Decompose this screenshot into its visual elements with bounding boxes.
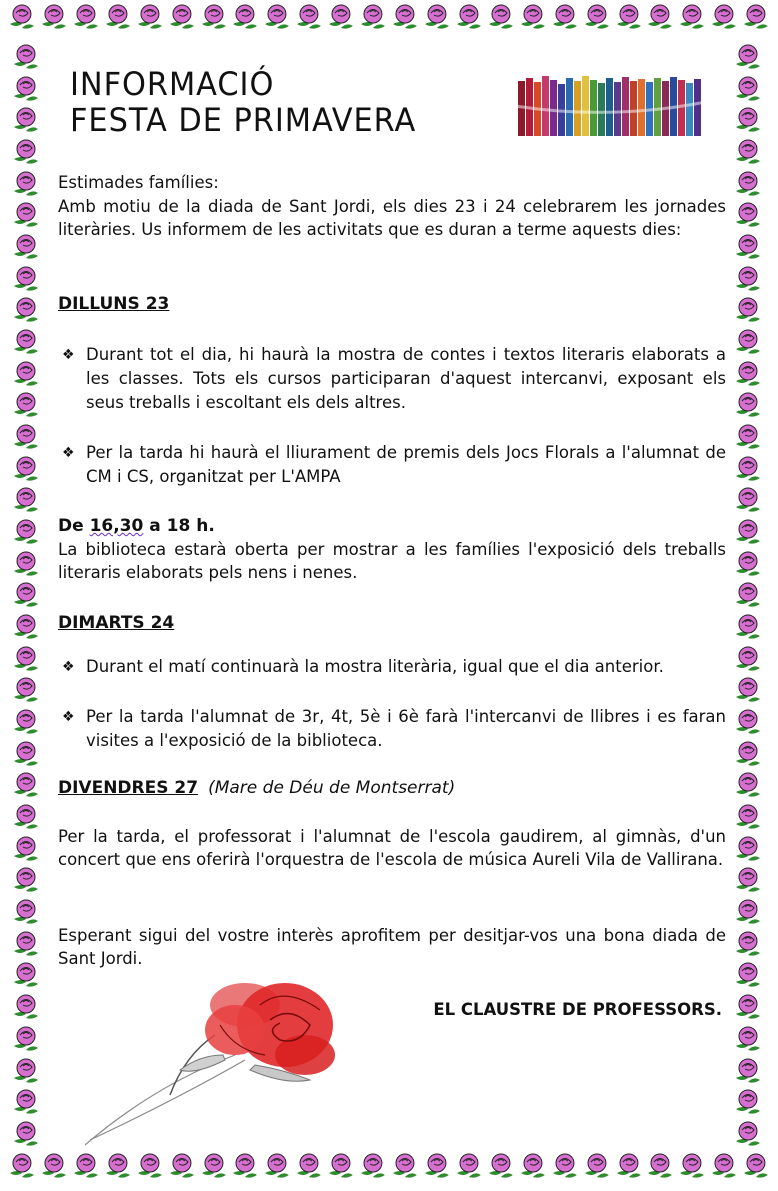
rose-icon <box>732 137 764 167</box>
rose-icon <box>549 1151 581 1181</box>
rose-icon <box>732 264 764 294</box>
rose-icon <box>10 74 42 104</box>
rose-icon <box>166 2 198 32</box>
rose-icon <box>732 295 764 325</box>
rose-icon <box>10 137 42 167</box>
rose-icon <box>134 1151 166 1181</box>
rose-icon <box>732 549 764 579</box>
monday-bullet-2-text: Per la tarda hi haurà el lliurament de premis dels Jocs Florals a l'alumnat de CM i CS, organitzat per L'AMPA <box>86 443 726 486</box>
rose-icon <box>389 2 421 32</box>
monday-time-text: La biblioteca estarà oberta per mostrar a les famílies l'exposició dels treballs literaris elaborats pels nens i nenes. <box>58 540 726 582</box>
rose-icon <box>10 327 42 357</box>
rose-icon <box>517 2 549 32</box>
border-right <box>732 40 772 1151</box>
rose-icon <box>644 2 676 32</box>
rose-icon <box>732 1087 764 1117</box>
rose-icon <box>10 834 42 864</box>
rose-icon <box>732 232 764 262</box>
rose-icon <box>10 390 42 420</box>
diamond-bullet-icon: ❖ <box>62 659 75 675</box>
rose-icon <box>453 1151 485 1181</box>
rose-icon <box>10 295 42 325</box>
rose-icon <box>740 2 772 32</box>
rose-icon <box>421 2 453 32</box>
rose-icon <box>198 1151 230 1181</box>
books-icon <box>513 66 713 146</box>
closing-text: Esperant sigui del vostre interès aprofitem per desitjar-vos una bona diada de Sant Jordi. <box>58 926 726 968</box>
rose-icon <box>732 675 764 705</box>
diamond-bullet-icon: ❖ <box>62 347 75 363</box>
rose-icon <box>676 2 708 32</box>
rose-icon <box>102 2 134 32</box>
rose-icon <box>732 929 764 959</box>
rose-icon <box>325 2 357 32</box>
rose-icon <box>732 1119 764 1149</box>
rose-icon <box>10 1087 42 1117</box>
rose-icon <box>485 2 517 32</box>
rose-icon <box>10 802 42 832</box>
rose-icon <box>732 74 764 104</box>
rose-icon <box>10 707 42 737</box>
rose-icon <box>613 2 645 32</box>
rose-icon <box>229 1151 261 1181</box>
rose-icon <box>10 897 42 927</box>
rose-icon <box>10 612 42 642</box>
rose-icon <box>549 2 581 32</box>
monday-time-suffix: a 18 h. <box>143 516 215 536</box>
rose-icon <box>732 707 764 737</box>
rose-icon <box>732 612 764 642</box>
rose-icon <box>732 390 764 420</box>
rose-icon <box>261 1151 293 1181</box>
border-left <box>10 40 50 1151</box>
rose-icon <box>732 1024 764 1054</box>
intro-text: Amb motiu de la diada de Sant Jordi, els dies 23 i 24 celebrarem les jornades literàries. Us informem de les activitats que es duran a terme aquests dies: <box>58 197 726 239</box>
rose-icon <box>732 422 764 452</box>
rose-icon <box>708 2 740 32</box>
rose-icon <box>485 1151 517 1181</box>
tuesday-bullet-1 <box>58 655 726 679</box>
rose-icon <box>732 200 764 230</box>
rose-icon <box>10 422 42 452</box>
rose-icon <box>357 2 389 32</box>
rose-icon <box>732 865 764 895</box>
rose-icon <box>10 549 42 579</box>
tuesday-bullet-2 <box>58 705 726 753</box>
rose-icon <box>102 1151 134 1181</box>
monday-bullet-1-text: Durant tot el dia, hi haurà la mostra de contes i textos literaris elaborats a les classes. Tots els cursos participaran d'aquest intercanvi, exposant els seus treballs i escoltant els dels altres. <box>86 345 726 412</box>
border-top <box>0 2 778 42</box>
rose-icon <box>421 1151 453 1181</box>
tuesday-heading: DIMARTS 24 <box>58 613 175 633</box>
rose-icon <box>732 770 764 800</box>
friday-text: Per la tarda, el professorat i l'alumnat de l'escola gaudirem, al gimnàs, d'un concert que ens oferirà l'orquestra de l'escola de música Aureli Vila de Vallirana. <box>58 827 726 869</box>
rose-icon <box>517 1151 549 1181</box>
rose-icon <box>10 485 42 515</box>
diamond-bullet-icon: ❖ <box>62 709 75 725</box>
intro-greeting: Estimades famílies: <box>58 173 219 192</box>
rose-icon <box>293 2 325 32</box>
rose-icon <box>10 200 42 230</box>
rose-icon <box>10 42 42 72</box>
rose-icon <box>10 992 42 1022</box>
rose-icon <box>6 2 38 32</box>
signature: EL CLAUSTRE DE PROFESSORS. <box>433 1000 722 1019</box>
border-bottom <box>0 1151 778 1191</box>
monday-bullet-2 <box>58 441 726 489</box>
rose-icon <box>134 2 166 32</box>
rose-icon <box>38 1151 70 1181</box>
title-line-2: FESTA DE PRIMAVERA <box>70 101 417 139</box>
rose-icon <box>453 2 485 32</box>
rose-icon <box>10 169 42 199</box>
rose-icon <box>581 1151 613 1181</box>
rose-icon <box>6 1151 38 1181</box>
rose-icon <box>10 105 42 135</box>
monday-bullet-1 <box>58 343 726 415</box>
rose-icon <box>70 2 102 32</box>
rose-icon <box>732 359 764 389</box>
rose-icon <box>732 327 764 357</box>
tuesday-bullet-1-text: Durant el matí continuarà la mostra literària, igual que el dia anterior. <box>86 657 664 676</box>
rose-icon <box>708 1151 740 1181</box>
rose-icon <box>198 2 230 32</box>
rose-icon <box>10 929 42 959</box>
rose-icon <box>732 169 764 199</box>
title-line-1: INFORMACIÓ <box>70 65 275 103</box>
friday-heading: DIVENDRES 27 <box>58 778 199 798</box>
rose-icon <box>261 2 293 32</box>
rose-icon <box>10 580 42 610</box>
diamond-bullet-icon: ❖ <box>62 445 75 461</box>
rose-icon <box>613 1151 645 1181</box>
rose-icon <box>38 2 70 32</box>
friday-note: (Mare de Déu de Montserrat) <box>208 778 456 798</box>
rose-icon <box>325 1151 357 1181</box>
rose-icon <box>581 2 613 32</box>
rose-icon <box>732 644 764 674</box>
rose-icon <box>229 2 261 32</box>
rose-icon <box>10 454 42 484</box>
red-rose-icon <box>85 975 375 1155</box>
rose-icon <box>644 1151 676 1181</box>
rose-icon <box>732 105 764 135</box>
friday-heading-row <box>58 778 455 798</box>
monday-time-prefix: De <box>58 516 90 536</box>
rose-icon <box>10 517 42 547</box>
rose-icon <box>10 960 42 990</box>
monday-time <box>58 516 215 536</box>
rose-icon <box>732 517 764 547</box>
rose-icon <box>10 1056 42 1086</box>
rose-icon <box>732 992 764 1022</box>
rose-icon <box>732 1056 764 1086</box>
tuesday-bullet-2-text: Per la tarda l'alumnat de 3r, 4t, 5è i 6è farà l'intercanvi de llibres i es faran visites a l'exposició de la biblioteca. <box>86 707 726 750</box>
rose-icon <box>10 232 42 262</box>
rose-icon <box>732 580 764 610</box>
rose-icon <box>10 359 42 389</box>
rose-icon <box>732 897 764 927</box>
rose-icon <box>740 1151 772 1181</box>
rose-icon <box>10 1024 42 1054</box>
rose-icon <box>10 770 42 800</box>
rose-icon <box>732 802 764 832</box>
rose-icon <box>676 1151 708 1181</box>
page-title <box>70 66 416 138</box>
rose-icon <box>732 485 764 515</box>
rose-icon <box>10 1119 42 1149</box>
rose-icon <box>293 1151 325 1181</box>
rose-icon <box>732 42 764 72</box>
rose-icon <box>10 865 42 895</box>
rose-icon <box>10 264 42 294</box>
rose-icon <box>10 739 42 769</box>
rose-icon <box>732 834 764 864</box>
rose-icon <box>732 454 764 484</box>
rose-icon <box>70 1151 102 1181</box>
monday-heading: DILLUNS 23 <box>58 294 170 314</box>
rose-icon <box>732 960 764 990</box>
rose-icon <box>166 1151 198 1181</box>
rose-icon <box>10 675 42 705</box>
rose-icon <box>357 1151 389 1181</box>
rose-icon <box>732 739 764 769</box>
rose-icon <box>10 644 42 674</box>
rose-icon <box>389 1151 421 1181</box>
monday-time-value: 16,30 <box>89 516 144 536</box>
